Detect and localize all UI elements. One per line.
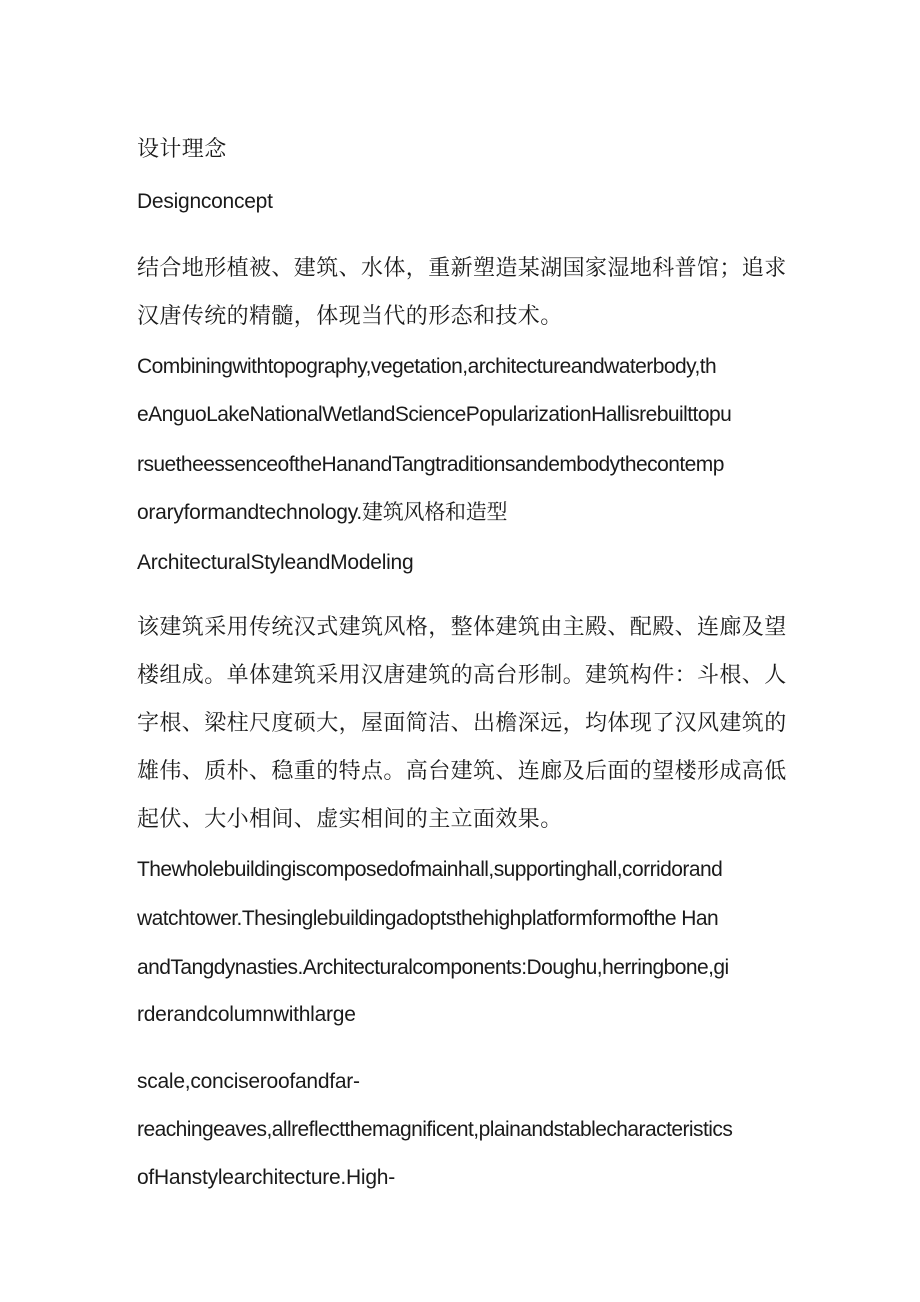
para2-zh-line: 雄伟、质朴、稳重的特点。高台建筑、连廊及后面的望楼形成高低 bbox=[137, 759, 787, 784]
para3-en-line: reachingeaves,allreflectthemagnificent,plainandstablecharacteristics bbox=[137, 1118, 733, 1141]
para1-zh-line: 结合地形植被、建筑、水体，重新塑造某湖国家湿地科普馆；追求 bbox=[137, 256, 787, 281]
heading-zh: 设计理念 bbox=[137, 137, 227, 162]
para2-en-line: watchtower.Thesinglebuildingadoptsthehighplatformformofthe Han bbox=[137, 907, 719, 930]
para1-en-line: eAnguoLakeNationalWetlandSciencePopularizationHallisrebuilttopu bbox=[137, 403, 732, 426]
para1-en-line: rsuetheessenceoftheHanandTangtraditionsandembodythecontemp bbox=[137, 453, 724, 476]
para3-en-line: ofHanstylearchitecture.High- bbox=[137, 1166, 395, 1189]
para1-en-line: Combiningwithtopography,vegetation,architectureandwaterbody,th bbox=[137, 355, 717, 378]
heading2-en: ArchitecturalStyleandModeling bbox=[137, 551, 414, 574]
para1-en-line: oraryformandtechnology.建筑风格和造型 bbox=[137, 501, 508, 524]
para2-en-line: Thewholebuildingiscomposedofmainhall,supportinghall,corridorand bbox=[137, 858, 723, 881]
para2-en-line: rderandcolumnwithlarge bbox=[137, 1003, 356, 1026]
para1-zh-line: 汉唐传统的精髓，体现当代的形态和技术。 bbox=[137, 304, 563, 329]
heading-en: Designconcept bbox=[137, 190, 273, 213]
para2-zh-line: 该建筑采用传统汉式建筑风格，整体建筑由主殿、配殿、连廊及望 bbox=[137, 615, 787, 640]
para2-zh-line: 起伏、大小相间、虚实相间的主立面效果。 bbox=[137, 807, 563, 832]
para2-zh-line: 楼组成。单体建筑采用汉唐建筑的高台形制。建筑构件：斗根、人 bbox=[137, 663, 787, 688]
para2-zh-line: 字根、梁柱尺度硕大，屋面简洁、出檐深远，均体现了汉风建筑的 bbox=[137, 711, 787, 736]
para2-en-line: andTangdynasties.Architecturalcomponents:Doughu,herringbone,gi bbox=[137, 956, 729, 979]
para3-en-line: scale,conciseroofandfar- bbox=[137, 1070, 360, 1093]
